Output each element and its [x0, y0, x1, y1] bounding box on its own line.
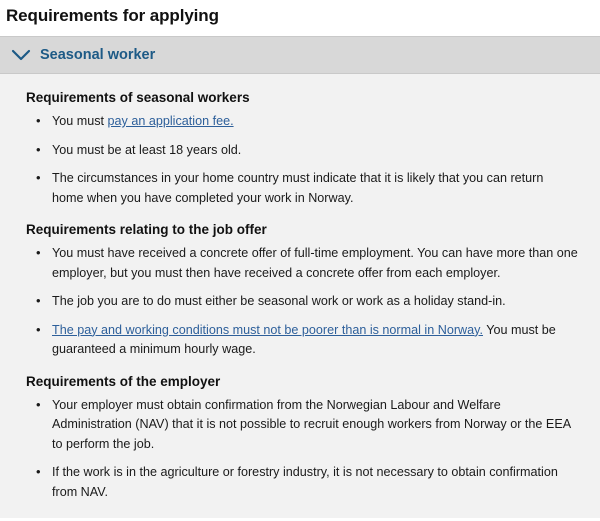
- accordion-title: Seasonal worker: [40, 47, 156, 63]
- requirements-list: [26, 244, 578, 360]
- list-item-text: You must be guaranteed a minimum hourly wage.: [52, 322, 556, 357]
- list-item: [26, 141, 578, 161]
- list-item: [26, 292, 578, 312]
- chevron-down-icon: [10, 44, 32, 66]
- sections-container: [26, 90, 578, 502]
- list-item: [26, 321, 578, 360]
- list-item-text: Your employer must obtain confirmation from the Norwegian Labour and Welfare Administration (NAV) that it is not possible to recruit enough workers from Norway or the EEA to perform the job.: [52, 397, 571, 451]
- list-item-text: If the work is in the agriculture or forestry industry, it is not necessary to obtain confirmation from NAV.: [52, 465, 558, 499]
- list-item-text: The circumstances in your home country must indicate that it is likely that you can return home when you have completed your work in Norway.: [52, 171, 544, 205]
- list-item: [26, 244, 578, 283]
- section-heading: Requirements of the employer: [26, 373, 221, 389]
- list-item-text: You must be at least 18 years old.: [52, 142, 242, 157]
- list-item-text: You must: [52, 114, 108, 128]
- list-item: [26, 396, 578, 455]
- section-heading: Requirements of seasonal workers: [26, 90, 250, 105]
- section-heading: Requirements relating to the job offer: [26, 222, 267, 238]
- requirements-list: [26, 396, 578, 503]
- requirements-list: [26, 112, 578, 208]
- list-item: [26, 169, 578, 208]
- inline-link[interactable]: The pay and working conditions must not be poorer than is normal in Norway.: [52, 322, 483, 337]
- accordion-header-seasonal-worker[interactable]: [0, 36, 600, 74]
- list-item: [26, 112, 578, 132]
- inline-link[interactable]: pay an application fee.: [107, 114, 234, 128]
- page-title: Requirements for applying: [6, 6, 219, 25]
- accordion-panel: [0, 74, 600, 518]
- list-item: [26, 463, 578, 502]
- list-item-text: The job you are to do must either be seasonal work or work as a holiday stand-in.: [52, 294, 506, 309]
- list-item-text: You must have received a concrete offer of full-time employment. You can have more than one employer, but you must then have received a concrete offer from each employer.: [52, 246, 578, 280]
